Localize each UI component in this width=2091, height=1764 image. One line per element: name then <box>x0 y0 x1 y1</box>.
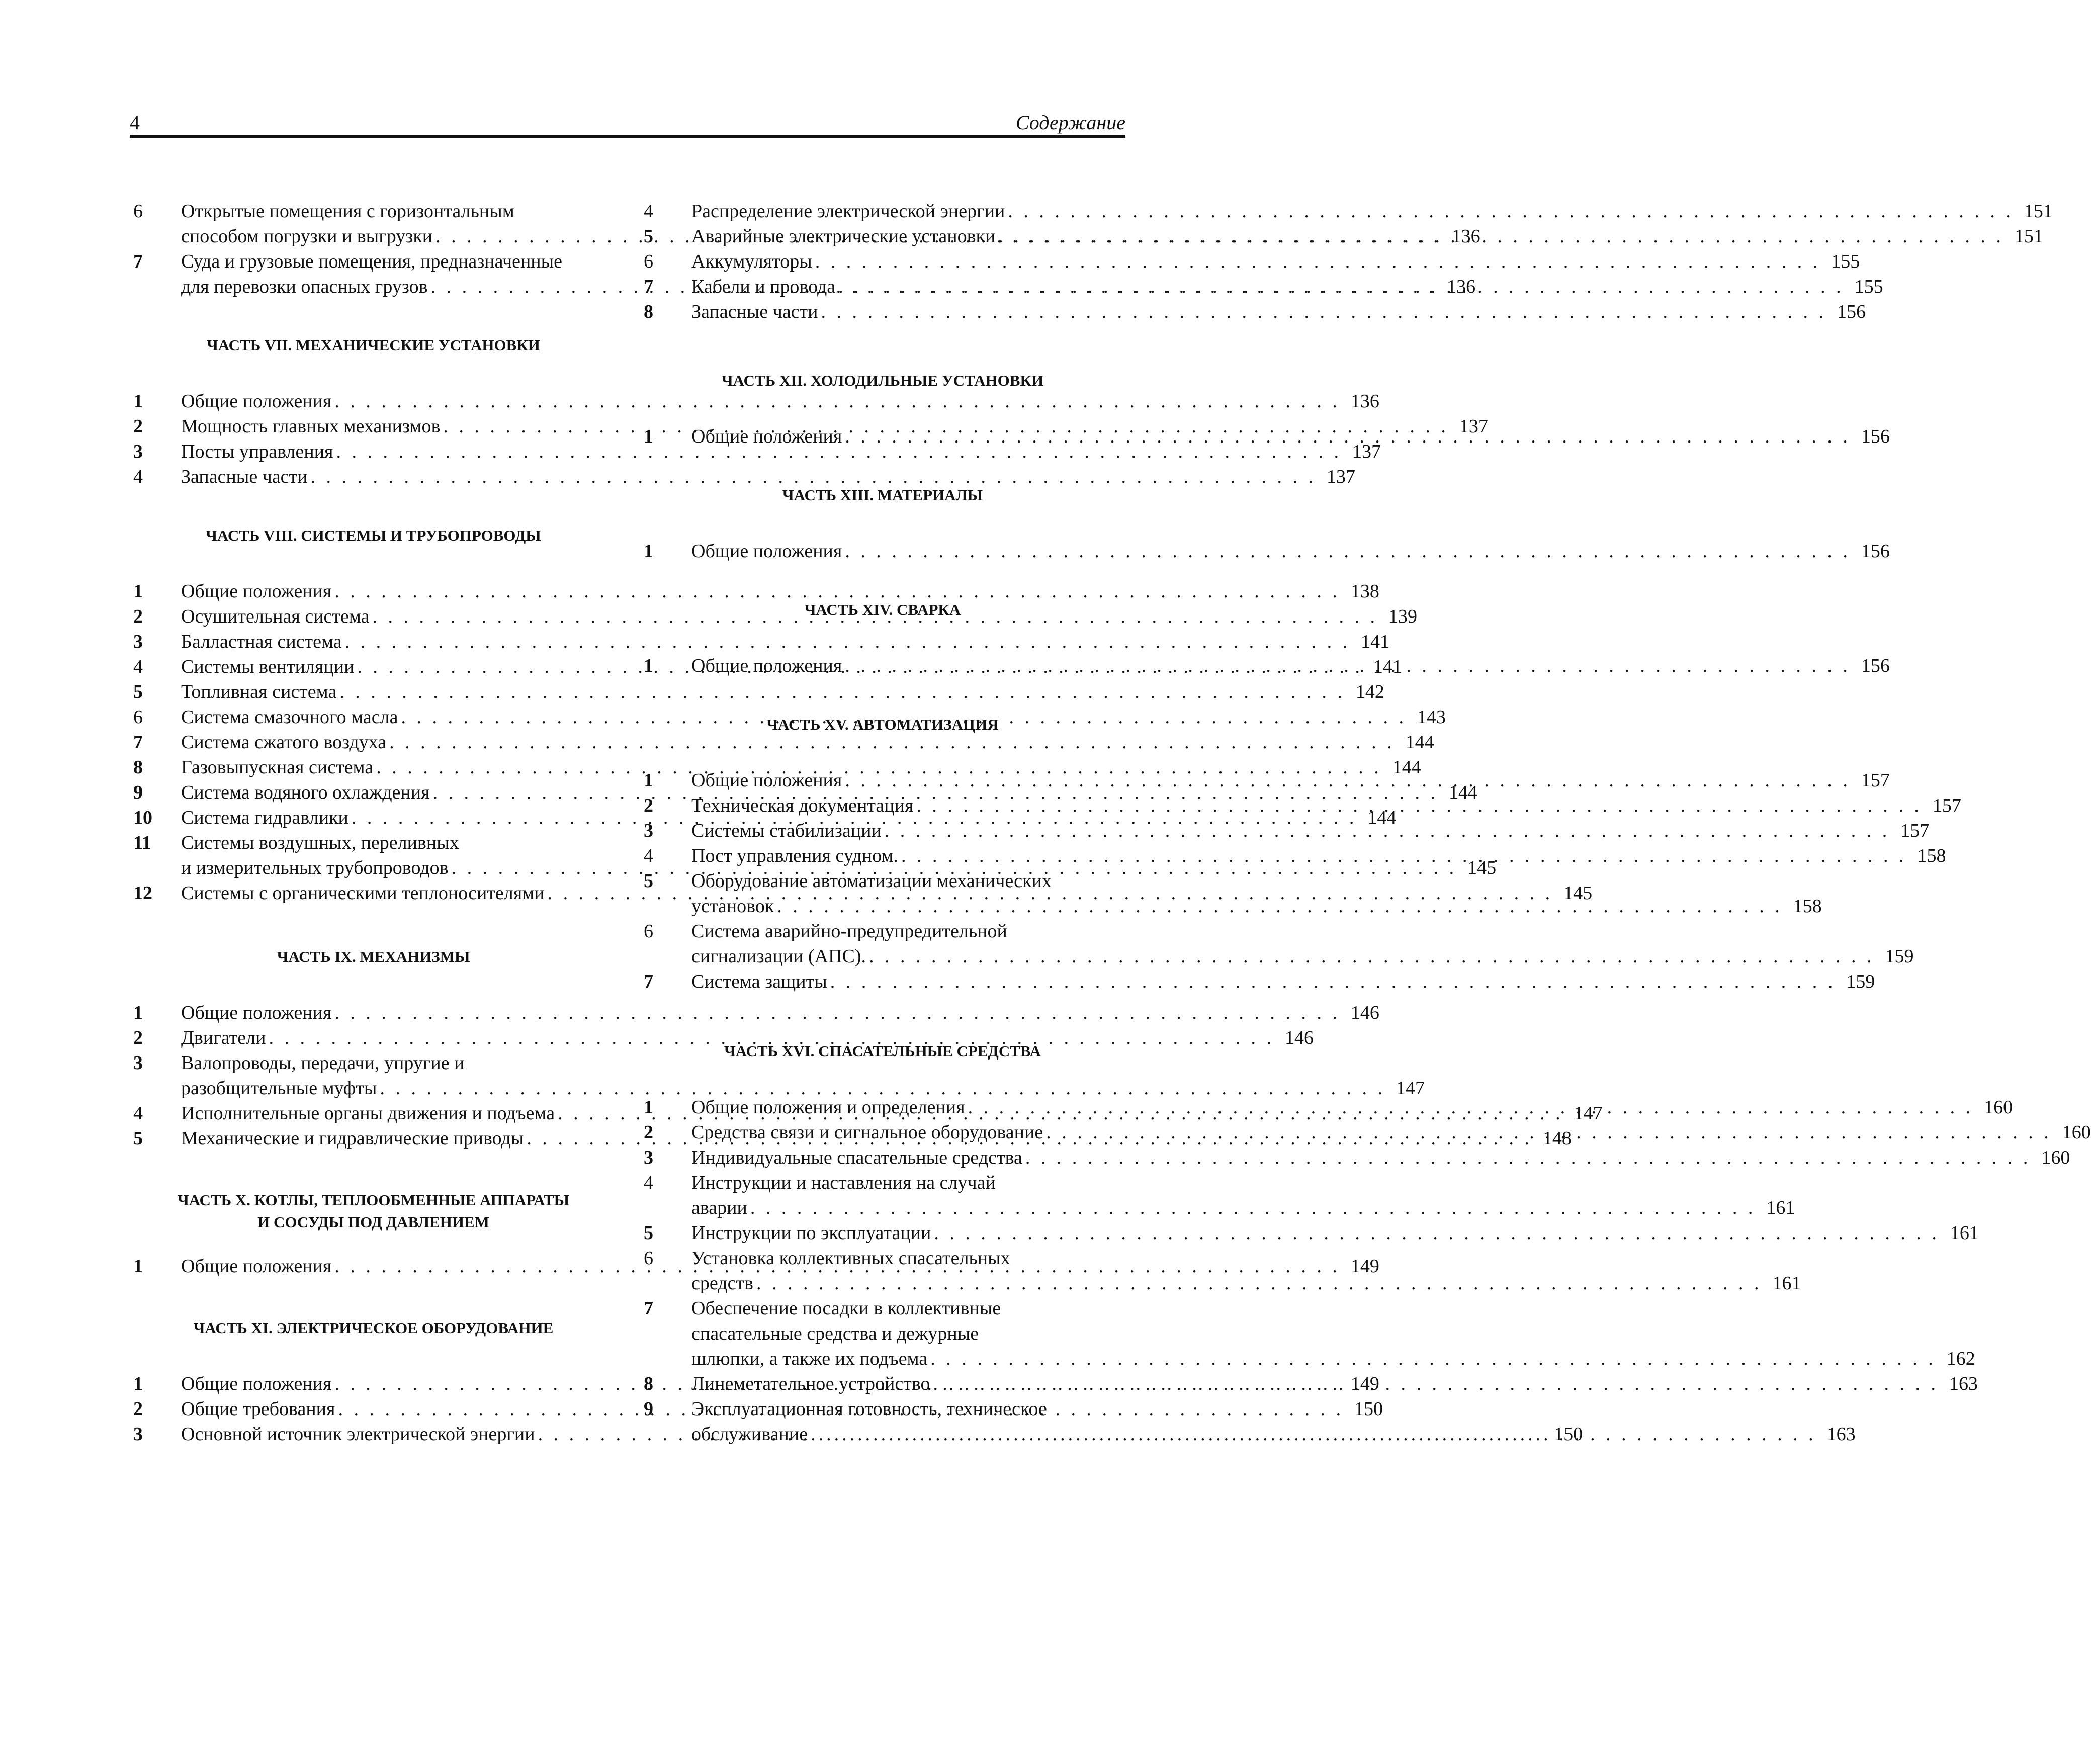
page-ref: 144 <box>1392 757 1421 778</box>
section-number: 1 <box>133 1373 143 1394</box>
part-heading: ЧАСТЬ VIII. СИСТЕМЫ И ТРУБОПРОВОДЫ <box>206 526 541 544</box>
page-ref: 141 <box>1361 631 1390 652</box>
section-title <box>691 868 1822 919</box>
dot-leader <box>898 843 1907 868</box>
section-number: 5 <box>133 1128 143 1149</box>
section-title-line: Газовыпускная система <box>181 757 374 778</box>
page-ref: 155 <box>1854 276 1883 297</box>
page-ref: 156 <box>1861 541 1890 562</box>
section-number: 1 <box>644 655 653 676</box>
section-title-line: шлюпки, а также их подъема <box>691 1348 928 1369</box>
section-number: 4 <box>133 466 143 487</box>
section-number: 1 <box>133 581 143 602</box>
page-ref: 151 <box>2014 226 2043 247</box>
page-ref: 160 <box>2062 1122 2091 1143</box>
section-title-line: Линеметательное устройство <box>691 1373 930 1394</box>
toc-entry <box>641 1220 1979 1246</box>
section-title-line: разобщительные муфты <box>181 1078 377 1099</box>
dot-leader <box>930 1371 1939 1396</box>
page-ref: 137 <box>1352 441 1381 462</box>
toc-entry <box>641 299 1866 324</box>
part-heading: ЧАСТЬ VII. МЕХАНИЧЕСКИЕ УСТАНОВКИ <box>207 336 540 354</box>
part-heading: ЧАСТЬ XI. ЭЛЕКТРИЧЕСКОЕ ОБОРУДОВАНИЕ <box>193 1319 554 1337</box>
page-ref: 136 <box>1447 276 1476 297</box>
section-title-line: Система смазочного масла <box>181 707 398 728</box>
section-title-line: Общие положения <box>181 581 332 602</box>
section-title-line: Аварийные электрические установки <box>691 226 996 247</box>
page-ref: 136 <box>1451 226 1480 247</box>
section-title-line: Общие положения <box>181 1373 332 1394</box>
section-title-line: Индивидуальные спасательные средства <box>691 1147 1022 1168</box>
section-number: 1 <box>133 1256 143 1277</box>
section-title-line: Система сжатого воздуха <box>181 732 387 753</box>
section-title-line: Система аварийно-предупредительной <box>691 921 1007 942</box>
section-number: 2 <box>133 416 143 437</box>
page-ref: 163 <box>1949 1373 1978 1394</box>
section-number: 6 <box>644 251 653 272</box>
page-ref: 144 <box>1367 807 1397 828</box>
page-ref: 150 <box>1354 1398 1383 1420</box>
toc-entry <box>641 539 1890 564</box>
section-number: 6 <box>644 921 653 942</box>
section-title <box>691 1396 1856 1447</box>
dot-leader <box>835 274 1844 299</box>
page-ref: 137 <box>1459 416 1488 437</box>
section-title <box>691 299 1866 324</box>
section-title-line: Запасные части <box>181 466 308 487</box>
section-number: 3 <box>644 820 653 841</box>
section-title-line: Система защиты <box>691 971 827 992</box>
dot-leader <box>753 1271 1762 1296</box>
section-title-line: Запасные части <box>691 301 818 322</box>
section-number: 1 <box>644 541 653 562</box>
section-title <box>691 424 1890 449</box>
dot-leader <box>866 944 1875 969</box>
section-number: 9 <box>133 782 143 803</box>
section-number: 9 <box>644 1398 653 1420</box>
toc-entry <box>131 755 1421 780</box>
page-ref: 142 <box>1355 681 1384 702</box>
section-number: 3 <box>133 1052 143 1074</box>
section-title-line: аварии <box>691 1197 747 1218</box>
page-ref: 147 <box>1396 1078 1425 1099</box>
section-title-line: Суда и грузовые помещения, предназначенные <box>181 251 563 272</box>
section-title-line: обслуживание <box>691 1424 808 1445</box>
section-title-line: средств <box>691 1273 753 1294</box>
section-title-line: Система водяного охлаждения <box>181 782 430 803</box>
section-number: 4 <box>133 1103 143 1124</box>
page-ref: 149 <box>1350 1373 1379 1394</box>
toc-entry <box>641 249 1860 274</box>
section-title <box>691 274 1883 299</box>
toc-entry <box>131 579 1379 604</box>
dot-leader <box>1043 1120 2052 1145</box>
page-ref: 156 <box>1837 301 1866 322</box>
toc-list <box>131 389 1488 489</box>
section-title-line: Аккумуляторы <box>691 251 812 272</box>
page-ref: 145 <box>1563 883 1593 904</box>
section-title-line: Механические и гидравлические приводы <box>181 1128 524 1149</box>
dot-leader <box>818 299 1827 324</box>
page-ref: 157 <box>1900 820 1930 841</box>
part-heading: ЧАСТЬ XV. АВТОМАТИЗАЦИЯ <box>766 716 999 733</box>
part-heading: ЧАСТЬ XIII. МАТЕРИАЛЫ <box>782 486 983 504</box>
page-ref: 144 <box>1449 782 1478 803</box>
toc-entry <box>131 439 1381 464</box>
section-title-line: для перевозки опасных грузов <box>181 276 428 297</box>
section-number: 7 <box>644 276 653 297</box>
section-title-line: Общие положения <box>691 426 842 447</box>
section-number: 10 <box>133 807 152 828</box>
toc-entry <box>131 1025 1314 1050</box>
dot-leader <box>1005 199 2014 224</box>
page-ref: 157 <box>1932 795 1961 816</box>
dot-leader <box>842 424 1851 449</box>
section-number: 5 <box>644 1222 653 1244</box>
section-title-line: Общие положения <box>181 1256 332 1277</box>
section-number: 8 <box>133 757 143 778</box>
page-ref: 162 <box>1946 1348 1975 1369</box>
section-title-line: Оборудование автоматизации механических <box>691 870 1052 892</box>
page-ref: 158 <box>1917 845 1946 866</box>
section-title-line: Эксплуатационная готовность, техническое <box>691 1398 1047 1420</box>
page-ref: 155 <box>1831 251 1860 272</box>
toc-entry <box>131 730 1434 755</box>
section-title-line: Системы стабилизации <box>691 820 882 841</box>
toc-entry <box>131 464 1355 489</box>
section-title-line: Техническая документация <box>691 795 914 816</box>
section-number: 1 <box>133 391 143 412</box>
section-title-line: и измерительных трубопроводов <box>181 857 449 878</box>
section-title <box>691 199 2053 224</box>
section-title-line: Обеспечение посадки в коллективные <box>691 1298 1001 1319</box>
page-ref: 139 <box>1388 606 1418 627</box>
page-ref: 146 <box>1350 1002 1379 1023</box>
page-ref: 161 <box>1950 1222 1979 1244</box>
dot-leader <box>965 1095 1974 1120</box>
section-title-line: Пост управления судном. <box>691 845 898 866</box>
page-ref: 137 <box>1327 466 1355 487</box>
dot-leader <box>927 1346 1936 1371</box>
section-title-line: Инструкции по эксплуатации <box>691 1222 931 1244</box>
section-title-line: Системы с органическими теплоносителями <box>181 883 545 904</box>
page-ref: 160 <box>2041 1147 2070 1168</box>
page-ref: 158 <box>1793 896 1822 917</box>
dot-leader <box>931 1220 1940 1246</box>
section-title <box>691 919 1914 969</box>
page-ref: 145 <box>1467 857 1497 878</box>
section-title-line: Система гидравлики <box>181 807 349 828</box>
section-title-line: Двигатели <box>181 1027 266 1048</box>
section-title-line: Общие положения <box>691 541 842 562</box>
section-title-line: Инструкции и наставления на случай <box>691 1172 996 1193</box>
section-title <box>691 843 1946 868</box>
section-title-line: Топливная система <box>181 681 337 702</box>
toc-list <box>641 539 1890 564</box>
toc-entry <box>641 1170 1795 1220</box>
section-title-line: Средства связи и сигнальное оборудование <box>691 1122 1043 1143</box>
part-heading: ЧАСТЬ X. КОТЛЫ, ТЕПЛООБМЕННЫЕ АППАРАТЫ <box>177 1191 570 1209</box>
toc-entry <box>641 1145 2070 1170</box>
section-number: 2 <box>133 1027 143 1048</box>
part-heading: И СОСУДЫ ПОД ДАВЛЕНИЕМ <box>257 1213 489 1231</box>
section-number: 7 <box>644 1298 653 1319</box>
page-ref: 141 <box>1373 656 1402 677</box>
dot-leader <box>842 653 1851 678</box>
dot-leader <box>995 224 2004 249</box>
page-ref: 149 <box>1350 1256 1379 1277</box>
page-ref: 156 <box>1861 426 1890 447</box>
section-number: 4 <box>644 845 653 866</box>
section-title-line: сигнализации (АПС). <box>691 946 866 967</box>
section-title <box>691 653 1890 678</box>
page-header <box>130 110 1125 136</box>
section-title <box>691 1095 2013 1120</box>
dot-leader <box>882 818 1890 843</box>
section-number: 7 <box>644 971 653 992</box>
part-heading: ЧАСТЬ IX. МЕХАНИЗМЫ <box>277 948 470 965</box>
page-ref: 157 <box>1861 770 1890 791</box>
section-number: 5 <box>644 870 653 892</box>
page-ref: 163 <box>1826 1424 1856 1445</box>
section-title <box>691 1145 2070 1170</box>
section-number: 7 <box>133 732 143 753</box>
section-title <box>691 818 1929 843</box>
dot-leader <box>1022 1145 2031 1170</box>
page-number: 4 <box>130 111 140 134</box>
section-title-line: Осушительная система <box>181 606 370 627</box>
page-ref: 150 <box>1554 1424 1583 1445</box>
section-number: 11 <box>133 832 151 853</box>
section-title <box>691 1170 1795 1220</box>
section-title <box>691 1371 1978 1396</box>
section-title-line: Общие положения <box>691 655 842 676</box>
section-number: 1 <box>644 770 653 791</box>
section-number: 8 <box>644 301 653 322</box>
section-title-line: Основной источник электрической энергии <box>181 1424 535 1445</box>
section-number: 4 <box>133 656 143 677</box>
section-title <box>691 1246 1801 1296</box>
page-ref: 156 <box>1861 655 1890 676</box>
section-title <box>691 539 1890 564</box>
section-title-line: Системы вентиляции <box>181 656 355 677</box>
toc-entry <box>131 679 1384 704</box>
toc-entry <box>641 969 1875 994</box>
section-number: 6 <box>644 1248 653 1269</box>
dot-leader <box>827 969 1836 994</box>
section-title-line: Общие положения и определения <box>691 1097 965 1118</box>
section-title <box>691 224 2043 249</box>
section-title <box>691 249 1860 274</box>
section-title-line: Общие положения <box>181 391 332 412</box>
dot-leader <box>842 768 1851 793</box>
running-title: Содержание <box>1015 111 1125 134</box>
toc-entry <box>131 389 1379 414</box>
section-title-line: Кабели и провода <box>691 276 836 297</box>
section-title-line: Балластная система <box>181 631 342 652</box>
section-number: 4 <box>644 201 653 222</box>
part-heading: ЧАСТЬ XII. ХОЛОДИЛЬНЫЕ УСТАНОВКИ <box>721 372 1044 389</box>
section-title <box>691 969 1875 994</box>
section-title-line: Валопроводы, передачи, упругие и <box>181 1052 465 1074</box>
section-title <box>691 1220 1979 1246</box>
section-title <box>691 1296 1975 1371</box>
header-rule <box>130 135 1125 138</box>
toc-entry <box>131 1000 1379 1025</box>
part-heading: ЧАСТЬ XIV. СВАРКА <box>804 601 961 619</box>
page-ref: 138 <box>1350 581 1379 602</box>
dot-leader <box>842 539 1851 564</box>
dot-leader <box>808 1422 1816 1447</box>
dot-leader <box>774 894 1783 919</box>
section-number: 2 <box>133 606 143 627</box>
section-title-line: Общие требования <box>181 1398 335 1420</box>
section-title-line: Установка коллективных спасательных <box>691 1248 1010 1269</box>
section-title-line: Распределение электрической энергии <box>691 201 1005 222</box>
section-number: 6 <box>133 201 143 222</box>
toc-entry <box>641 919 1914 969</box>
page-ref: 161 <box>1772 1273 1801 1294</box>
section-title-line: установок <box>691 896 774 917</box>
section-number: 12 <box>133 883 152 904</box>
section-title <box>691 793 1961 818</box>
page-ref: 160 <box>1984 1097 2013 1118</box>
section-number: 2 <box>644 1122 653 1143</box>
section-title-line: способом погрузки и выгрузки <box>181 226 433 247</box>
section-title <box>691 768 1890 793</box>
section-title-line: Общие положения <box>181 1002 332 1023</box>
section-title-line: Открытые помещения с горизонтальным <box>181 201 514 222</box>
dot-leader <box>913 793 1922 818</box>
toc-entry <box>641 818 1930 843</box>
section-number: 8 <box>644 1373 653 1394</box>
section-title-line: Системы воздушных, переливных <box>181 832 459 853</box>
section-number: 1 <box>644 426 653 447</box>
section-number: 4 <box>644 1172 653 1193</box>
section-title-line: Мощность главных механизмов <box>181 416 441 437</box>
page-ref: 151 <box>2024 201 2053 222</box>
page-ref: 159 <box>1846 971 1875 992</box>
section-number: 2 <box>644 795 653 816</box>
section-number: 5 <box>644 226 653 247</box>
section-number: 5 <box>133 681 143 702</box>
section-number: 3 <box>133 1424 143 1445</box>
dot-leader <box>812 249 1821 274</box>
page-ref: 161 <box>1766 1197 1795 1218</box>
section-number: 6 <box>133 707 143 728</box>
part-heading: ЧАСТЬ XVI. СПАСАТЕЛЬНЫЕ СРЕДСТВА <box>724 1042 1041 1060</box>
page-ref: 143 <box>1417 707 1446 728</box>
section-title-line: спасательные средства и дежурные <box>691 1323 979 1344</box>
toc-entry <box>641 1296 1975 1371</box>
section-number: 3 <box>644 1147 653 1168</box>
section-number: 1 <box>133 1002 143 1023</box>
section-number: 2 <box>133 1398 143 1420</box>
section-number: 3 <box>133 631 143 652</box>
section-title-line: Общие положения <box>691 770 842 791</box>
section-number: 7 <box>133 251 143 272</box>
page-ref: 148 <box>1542 1128 1572 1149</box>
page-ref: 144 <box>1405 732 1434 753</box>
section-title <box>691 1120 2091 1145</box>
page-ref: 159 <box>1885 946 1914 967</box>
dot-leader <box>747 1195 1756 1220</box>
page-ref: 136 <box>1350 391 1379 412</box>
section-number: 1 <box>644 1097 653 1118</box>
page-ref: 146 <box>1284 1027 1314 1048</box>
page-ref: 147 <box>1574 1103 1603 1124</box>
toc-entry <box>131 629 1390 654</box>
toc-entry <box>641 199 2053 224</box>
section-number: 3 <box>133 441 143 462</box>
section-title-line: Посты управления <box>181 441 333 462</box>
section-title-line: Исполнительные органы движения и подъема <box>181 1103 555 1124</box>
